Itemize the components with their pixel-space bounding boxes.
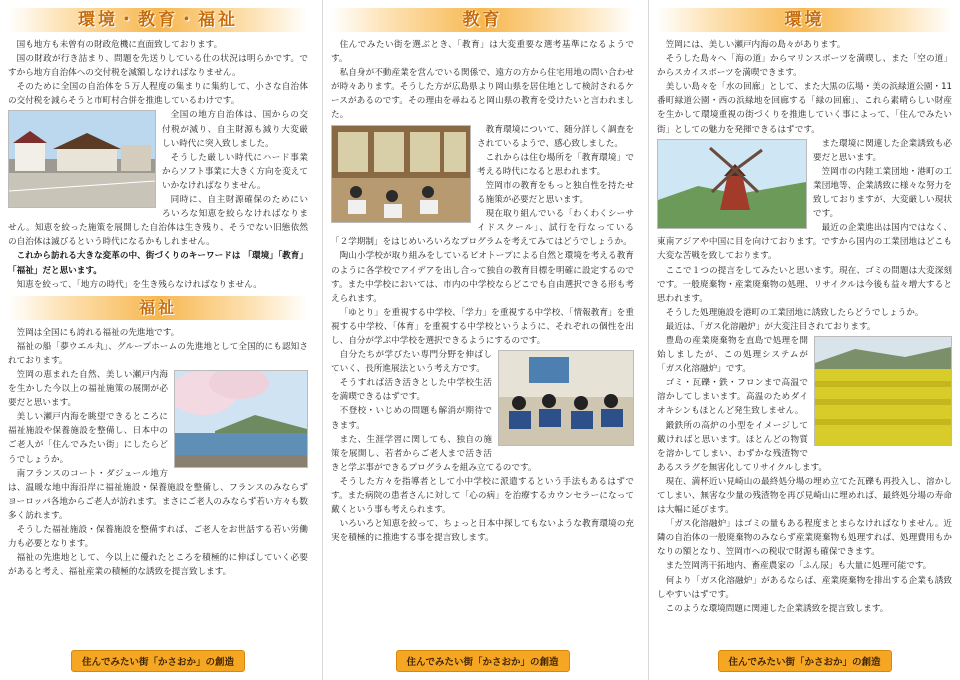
paragraph: 福祉の船「夢ウエル丸」、グループホームの先進地として全国的にも認知されております。 [8,341,308,366]
column-environment [648,0,960,680]
paragraph: そうした島々へ「海の道」からマリンスポーツを満喫し、また「空の道」からスカイスポーツを満喫できます。 [657,54,952,79]
paragraph: 何より「ガス化溶融炉」があるならば、産業廃棄物を排出する企業も誘致しやすいはずです。 [657,575,952,600]
paragraph: ここで１つの提言をしてみたいと思います。現在、ゴミの問題は大変深刻です。一般廃棄物・産業廃棄物の処理、リサイクルは今後も益々増大すると思われます。 [657,265,952,304]
paragraph: 知恵を絞って、「地方の時代」を生き残らなければなりません。 [16,279,262,290]
column-education [322,0,642,680]
paragraph: 私自身が不動産業を営んでいる関係で、遠方の方から住宅用地の問い合わせが時々あります。そうした方が広島県より岡山県を居住地として検討されるケースがあるのです。その理由を尋ねると岡山県の教育を受けたいと言われました。 [331,68,634,121]
paragraph: このような環境問題に関連した企業誘致を提言致します。 [665,603,889,614]
rapeseed-field-photo [814,336,952,446]
paragraph: 同時に、自主財源確保のためにいろいろな知恵を絞らなければなりません。知恵を絞った施策を展開した自治体は生き残り、そうでない旧態依然の自治体は滅びるという時代になるかもしれません。 [8,195,308,248]
section-body [8,326,308,580]
paragraph: 美しい瀬戸内海を眺望できるところに福祉施設や保養施設を整備し、日本中のご老人が「住んでみたい街」にしたらどうでしょうか。 [8,412,168,465]
section-body [657,38,952,616]
section-body [331,38,634,545]
paragraph: また環境に関連した企業誘致も必要だと思います。 [813,138,952,163]
paragraph: 「ゆとり」を重視する中学校、「学力」を重視する中学校、「情報教育」を重視する中学校、「体育」を重視する中学校というように、それぞれの個性を出し、自分が学ぶ中学校を選択できるようにするのです。 [331,307,634,346]
paragraph-keywords: これから訪れる大きな変革の中、街づくりのキーワードは 「環境」「教育」「福祉」だと思います。 [8,251,308,276]
paragraph: 不登校・いじめの問題も解消が期待できます。 [331,406,492,431]
paragraph: そのために全国の自治体を５万人程度の集まりに集約して、小さな自治体の交付税を減らそうと市町村合併を推進しているわけです。 [8,82,308,107]
paragraph: これからは住む場所を「教育環境」で考える時代になると思われます。 [477,152,634,177]
paragraph: 笠岡は全国にも誇れる福祉の先進地です。 [16,327,180,338]
section-heading-environment: 環境 [657,8,952,32]
paragraph: また笠岡湾干拓地内、畜産農家の「ふん尿」も大量に処理可能です。 [665,561,932,572]
paragraph: 笠岡市の教育をもっと独自性を持たせる施策が必要だと思います。 [477,180,634,206]
paragraph: 国の財政が行き詰まり、問題を先送りしている仕の状況は明らかです。ですから地方自治体への交付税を減額しなければなりません。 [8,54,308,79]
section-body [8,38,308,292]
footer-banner: 住んでみたい街「かさおか」の創造 [717,650,891,672]
paragraph: そうすれば活き活きとした中学校生活を満喫できるはずです。 [331,378,492,403]
paragraph: 鍛鉄所の高炉の小型をイメージして戴ければと思います。ほとんどの物質を溶かしてしまい、わずかな残渣物であるスラグを無害化してリサイクルします。 [657,420,827,473]
computer-class-photo [498,350,634,446]
windmill-photo [657,139,807,229]
section-heading-education: 教育 [331,8,634,32]
paragraph: 教育環境について、随分詳しく調査をされているようで、感心致しました。 [477,124,634,149]
paragraph: 自分たちが学びたい専門分野を伸ばしていく、長所進展法という考え方です。 [331,350,492,375]
footer-banner: 住んでみたい街「かさおか」の創造 [71,650,245,672]
paragraph: 「ガス化溶融炉」はゴミの量もある程度まとまらなければなりません。近隣の自治体の一般廃棄物のみならず産業廃棄物も処理すれば、処理費用もかなりの額となり、笠岡市への税収で財源も確保できます。 [657,519,952,558]
paragraph: 最近の企業進出は国内ではなく、東南アジアや中国に目を向けております。ですから国内の工業団地はどこも大変な苦戦を致しております。 [657,223,952,262]
paragraph: 現在取り組んでいる「わくわくシーサイドスクール」、試行を行なっている「２学期制」をはじめいろいろなプログラムを考えてみてはどうでしょうか。 [331,209,634,248]
paragraph: そうした福祉施設・保養施設を整備すれば、ご老人をお世話する若い労働力も必要となります。 [8,525,308,550]
paragraph: 美しい島々を「水の回廊」として、また大黒の広場・美の浜緑道公園・11番町緑道公園・西の浜緑地を回廊する「緑の回廊」、これら素晴らしい財産を生かして環境重視の街づくりを推進していく事によって、「住んでみたい街」としての魅力を発揮できるはずです。 [657,82,952,135]
paragraph: 笠岡の恵まれた自然、美しい瀬戸内海を生かした今以上の福祉施策の展開が必要だと思います。 [8,369,168,409]
paragraph: また、生涯学習に関しても、独自の施策を展開し、若者からご老人まで活き活きと学ぶ事ができるプログラムを組み立てるのです。 [331,434,537,473]
paragraph: 現在、満杯近い見崎山の最終処分場の埋め立てた瓦礫も再投入し、溶かしてしまい、無害な少量の残渣物を再び見崎山に埋めれば、最終処分場の寿命は大幅に延びます。 [657,476,952,516]
paragraph: 笠岡には、美しい瀬戸内海の島々があります。 [665,40,846,50]
paragraph: そうした処理施設を港町の工業団地に誘致したらどうでしょうか。 [665,307,924,318]
paragraph: 国も地方も未曾有の財政危機に直面致しております。 [16,40,223,50]
paragraph: 全国の地方自治体は、国からの交付税が減り、自主財源も減り大変厳しい時代に突入致しました。 [162,110,308,149]
paragraph: 豊島の産業廃棄物を直島で処理を開始しましたが、この処理システムが「ガス化溶融炉」です。 [657,335,808,375]
town-hall-photo [8,110,156,208]
paragraph: 福祉の先進地として、今以上に優れたところを積極的に伸ばしていく必要があると考え、福祉産業の積極的な誘致を提言致します。 [8,553,308,578]
paragraph: 陶山小学校が取り組みをしているビオトープによる自然と環境を考える教育のように各学校でアイデアを出し合って独自の教育目標を明確に設定するのです。また中学校においては、市内の中学校ならどこでも自由選択できる形も考えられます。 [331,251,634,304]
column-welfare [0,0,316,680]
paragraph: いろいろと知恵を絞って、ちょっと日本中探してもないような教育環境の充実を積極的に推進する事を提言致します。 [331,519,634,544]
section-heading-welfare: 福祉 [8,296,308,320]
paragraph: ゴミ・瓦礫・鉄・フロンまで高温で溶かしてしまいます。高温のためダイオキシンもほとんど発生致しません。 [657,378,808,417]
paragraph: 最近は、「ガス化溶融炉」が大変注目されております。 [665,321,876,332]
paragraph: そうした方々を指導者として小中学校に派遣するという手法もあるはずです。また病院の患者さんに対して「心の病」を治療するカウンセラーになって戴くという事も考えられます。 [331,476,634,516]
paragraph: 笠岡市の内陸工業団地・港町の工業団地等、企業誘致に様々な努力を致しておりますが、大変厳しい現状です。 [813,166,952,220]
paragraph: 南フランスのコート・ダジュール地方は、温暖な地中海沿岸に福祉施設・保養施設を整備し、フランスのみならずヨーロッパ各地からご老人が訪れます。まさにご老人のみならず若い方々も数多く訪れます。 [8,468,308,521]
paragraph: 住んでみたい街を選ぶとき、「教育」は大変重要な選考基準になるようです。 [331,40,634,65]
footer-banner: 住んでみたい街「かさおか」の創造 [395,650,569,672]
paragraph: そうした厳しい時代にハード事業からソフト事業に大きく方向を変えていかなければなりません。 [162,152,308,191]
sea-cherry-blossom-photo [174,370,308,468]
section-heading-environment-education-welfare: 環境・教育・福祉 [8,8,308,32]
classroom-photo [331,125,471,223]
